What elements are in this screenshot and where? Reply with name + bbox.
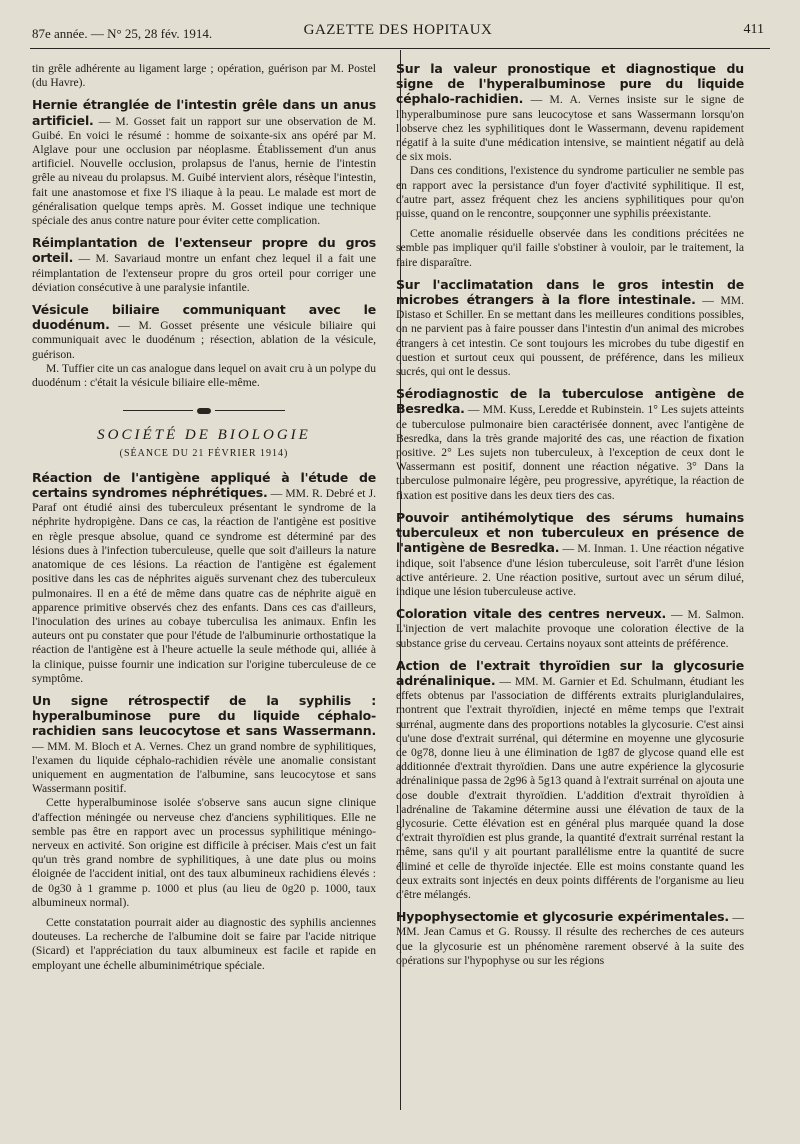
issue-info: 87e année. — N° 25, 28 fév. 1914. — [32, 26, 213, 41]
page-number: 411 — [743, 22, 764, 37]
article-title: Pouvoir antihémolytique des sérums humains tuberculeux et non tuberculeux en présence de l'antigène de Besredka. — [396, 509, 744, 556]
article-body: — M. Inman. 1. Une réaction négative indique, soit l'absence d'une lésion tuberculeuse, soit l'arrêt d'une lésion active antérieure. 2. Une réaction positive, surtout avec un sérum dilué, indique une lésion tuberculeuse active. — [396, 542, 744, 598]
society-heading: SOCIÉTÉ DE BIOLOGIE — [97, 427, 311, 444]
article-title: Coloration vitale des centres nerveux. — [396, 606, 667, 622]
article-title: Réimplantation de l'extenseur propre du gros orteil. — [32, 235, 376, 266]
article-title: Un signe rétrospectif de la syphilis : hyperalbuminose pure du liquide céphalo-rachidien sans leucocytose et sans Wassermann. — [32, 692, 376, 739]
article-antihemolytique — [396, 511, 744, 599]
article-body: — M. Savariaud montre un enfant chez lequel il a fait une réimplantation de l'extenseur propre du gros orteil pour corriger une déviation consécutive à une paralysie infantile. — [32, 252, 376, 294]
article-paragraph: Dans ces conditions, l'existence du syndrome particulier ne semble pas en rapport avec la persistance d'un foyer d'activité syphilitique. Il est, d'autre part, assez fréquent chez les anciens syphilitiques pour qu'on puisse, quand on le rencontre, soupçonner une syphilis préexistante. — [396, 164, 744, 221]
article-paragraph: Cette constatation pourrait aider au diagnostic des syphilis anciennes douteuses. La recherche de l'albumine doit se faire par l'acide nitrique (Sicard) et l'appréciation du taux albumineux est facile et rapide en employant une échelle albuminimétrique spéciale. — [32, 915, 376, 972]
section-separator — [32, 402, 376, 416]
article-body: — M. Salmon. L'injection de vert malachite provoque une coloration élective de la substance grise du cerveau. Certains noyaux sont atteints de préférence. — [396, 608, 744, 650]
left-column — [32, 62, 376, 979]
article-coloration — [396, 607, 744, 651]
separator-line — [123, 410, 193, 411]
article-body: — MM. M. Garnier et Ed. Schulmann, étudiant les effets obtenus par l'association de différents extraits pluriglandulaires, montrent que l'extrait thyroïdien, injecté en même temps que l'extrait surrénal, augmente dans des proportions notables la glycosurie. C'est ainsi qu'une dose d'extrait surrénal, qui détermine en moyenne une glycosurie de 0g78, donne lieu à une élimination de 1g87 de glycose quand elle est additionnée d'extrait thyroïdien. Dans une autre expérience la glycosurie adrénalinique passa de 2g96 à 5g13 quand à l'extrait surrénal on ajouta une dose double d'extrait thyroïdien. L'addition d'extrait thyroïdien à l'adrénaline de Takamine détermine aussi une élévation de taux de la glycosurie. Cette élévation est en général plus marquée quand la dose d'extrait thyroïdien est plus grande, la quantité d'extrait surrénal restant la même, sans qu'il y ait pourtant parallélisme entre la quantité de sucre éliminé et celle de thyroïde injectée. Elle est moins constante quand les deux extraits sont injectés en deux points différents de l'organisme au lieu d'être mélangés. — [396, 674, 744, 901]
article-title: Hernie étranglée de l'intestin grêle dans un anus artificiel. — [32, 97, 376, 128]
article-body: — M. Gosset fait un rapport sur une observation de M. Guibé. En voici le résumé : homme de soixante-six ans opéré par M. Alglave pour une occlusion par néoplasme. Établissement d'un anus artificiel. Nouvelle occlusion, prolapsus de l'anus, hernie de l'intestin grêle au niveau du prolapsus. M. Guibé intervient alors, résèque l'intestin, fait une anastomose et fixe l'S iliaque à la peau. Le malade est mort de généralisation quelque temps après. M. Gosset indique une technique spéciale des anus contre nature pour éviter cette complication. — [32, 114, 376, 228]
article-hyperalbuminose — [396, 62, 744, 164]
article-body: — MM. Kuss, Leredde et Rubinstein. 1° Les sujets atteints de tuberculose pulmonaire bien caractérisée donnent, avec l'antigène de Besredka, dans la très grande majorité des cas, une réaction de fixation positive. 2° Les sujets non tuberculeux, à l'exception de ceux dont le Wassermann est positif, donnent une réaction négative. 3° Dans la tuberculose pulmonaire légère, peu progressive, apyrétique, la réaction de fixation est positive dans les deux tiers des cas. — [396, 403, 744, 502]
header-rule — [30, 48, 770, 49]
article-body: — MM. Jean Camus et G. Roussy. Il résulte des recherches de ces auteurs que la glycosurie est un phénomène rarement observé à la suite des opérations sur l'hypophyse ou sur les régions — [396, 911, 744, 967]
article-body: — MM. Distaso et Schiller. En se mettant dans les meilleures conditions possibles, on ne parvient pas à faire pousser dans l'intestin d'un animal des microbes étrangers à cet intestin. Ce sont toujours les microbes du tube digestif en question et surtout ceux qui poussent, de préférence, dans les milieux sucrés, qui ont le dessus. — [396, 294, 744, 379]
article-body: — MM. M. Bloch et A. Vernes. Chez un grand nombre de syphilitiques, l'examen du liquide céphalo-rachidien révèle une anomalie consistant uniquement en augmentation de l'albumine, sans leucocytose et sans Wassermann positif. — [32, 739, 376, 796]
article-paragraph: M. Tuffier cite un cas analogue dans lequel on avait cru à un polype du duodénum : c'était la vésicule biliaire elle-même. — [32, 361, 376, 390]
article-title: Action de l'extrait thyroïdien sur la glycosurie adrénalinique. — [396, 657, 744, 688]
session-date: (SÉANCE DU 21 FÉVRIER 1914) — [119, 447, 289, 459]
separator-line — [215, 410, 285, 411]
article-hypophysectomie — [396, 910, 744, 968]
journal-title: GAZETTE DES HOPITAUX — [303, 22, 493, 38]
article-antigene — [32, 471, 376, 686]
article-body: — M. Gosset présente une vésicule biliaire qui communiquait avec le duodénum ; résection, ablation de la vésicule, guérison. — [32, 319, 376, 361]
article-body: — M. A. Vernes insiste sur le signe de l'hyperalbuminose pure sans leucocytose et sans Wassermann lorsqu'on l'observe chez les syphilitiques dont le Wassermann, devenu rapidement négatif à la suite d'une médication intensive, se maintient négatif au delà de six mois. — [396, 93, 744, 164]
article-title: Hypophysectomie et glycosurie expérimentales. — [396, 909, 729, 925]
article-syphilis — [32, 694, 376, 796]
article-reimplantation — [32, 236, 376, 295]
right-column — [396, 62, 744, 968]
article-title: Réaction de l'antigène appliqué à l'étude de certains syndromes néphrétiques. — [32, 469, 376, 501]
article-acclimatation — [396, 278, 744, 379]
article-paragraph: Cette anomalie résiduelle observée dans les conditions précitées ne semble pas impliquer qu'il faille s'obstiner à vouloir, par le traitement, la faire disparaître. — [396, 227, 744, 269]
intro-text: tin grêle adhérente au ligament large ; opération, guérison par M. Postel (du Havre). — [32, 62, 376, 90]
article-body: — MM. R. Debré et J. Paraf ont étudié ainsi des tuberculeux présentant le syndrome de la néphrite hydropigène. Dans ce cas, la réaction de l'antigène est positive en règle presque absolue, quand ce syndrome est déterminé par des lésions dues à l'infection tuberculeuse, quelle que soit d'ailleurs la nature anatomique de ces lésions. La réaction de l'antigène est également positive dans les cas de néphrites aiguës survenant chez des tuberculeux pulmonaires. Il en a été de même dans quatre cas de néphrite aiguë en apparence primitive observés chez des enfants. Dans ces cas d'ailleurs, l'inoculation des urines au cobaye tuberculisa les animaux. Enfin les auteurs ont pu constater que pour l'étude de l'albuminurie orthostatique la réaction de l'antigène est à l'heure actuelle la seule méthode qui, alliée à la clinique, puisse fournir une indication sur l'origine tuberculeuse de ce symptôme. — [32, 487, 376, 685]
article-serodiagnostic — [396, 387, 744, 503]
article-hernie — [32, 98, 376, 228]
article-title: Sérodiagnostic de la tuberculose antigène de Besredka. — [396, 386, 744, 417]
article-thyroidien — [396, 659, 744, 902]
article-paragraph: Cette hyperalbuminose isolée s'observe sans aucun signe clinique d'affection méningée ou nerveuse chez d'anciens syphilitiques. Elle ne semble pas être en rapport avec un processus syphilitique méningo-nerveux en activité. Son origine est difficile à préciser. Mais c'est un fait qu'un très grand nombre de syphilitiques, à une date plus ou moins éloignée de l'accident initial, ont des taux albumineux rachidiens élevés : de 0g30 à 1 gramme p. 1000 et plus (au lieu de 0g20 p. 1000, taux albumineux normal). — [32, 796, 376, 909]
article-title: Sur l'acclimatation dans le gros intestin de microbes étrangers à la flore intestinale. — [396, 276, 744, 308]
article-title: Vésicule biliaire communiquant avec le duodénum. — [32, 302, 376, 333]
page-header — [32, 18, 764, 46]
article-vesicule — [32, 303, 376, 362]
separator-ornament — [197, 408, 211, 414]
article-title: Sur la valeur pronostique et diagnostique du signe de l'hyperalbuminose pure du liquide céphalo-rachidien. — [396, 61, 744, 107]
